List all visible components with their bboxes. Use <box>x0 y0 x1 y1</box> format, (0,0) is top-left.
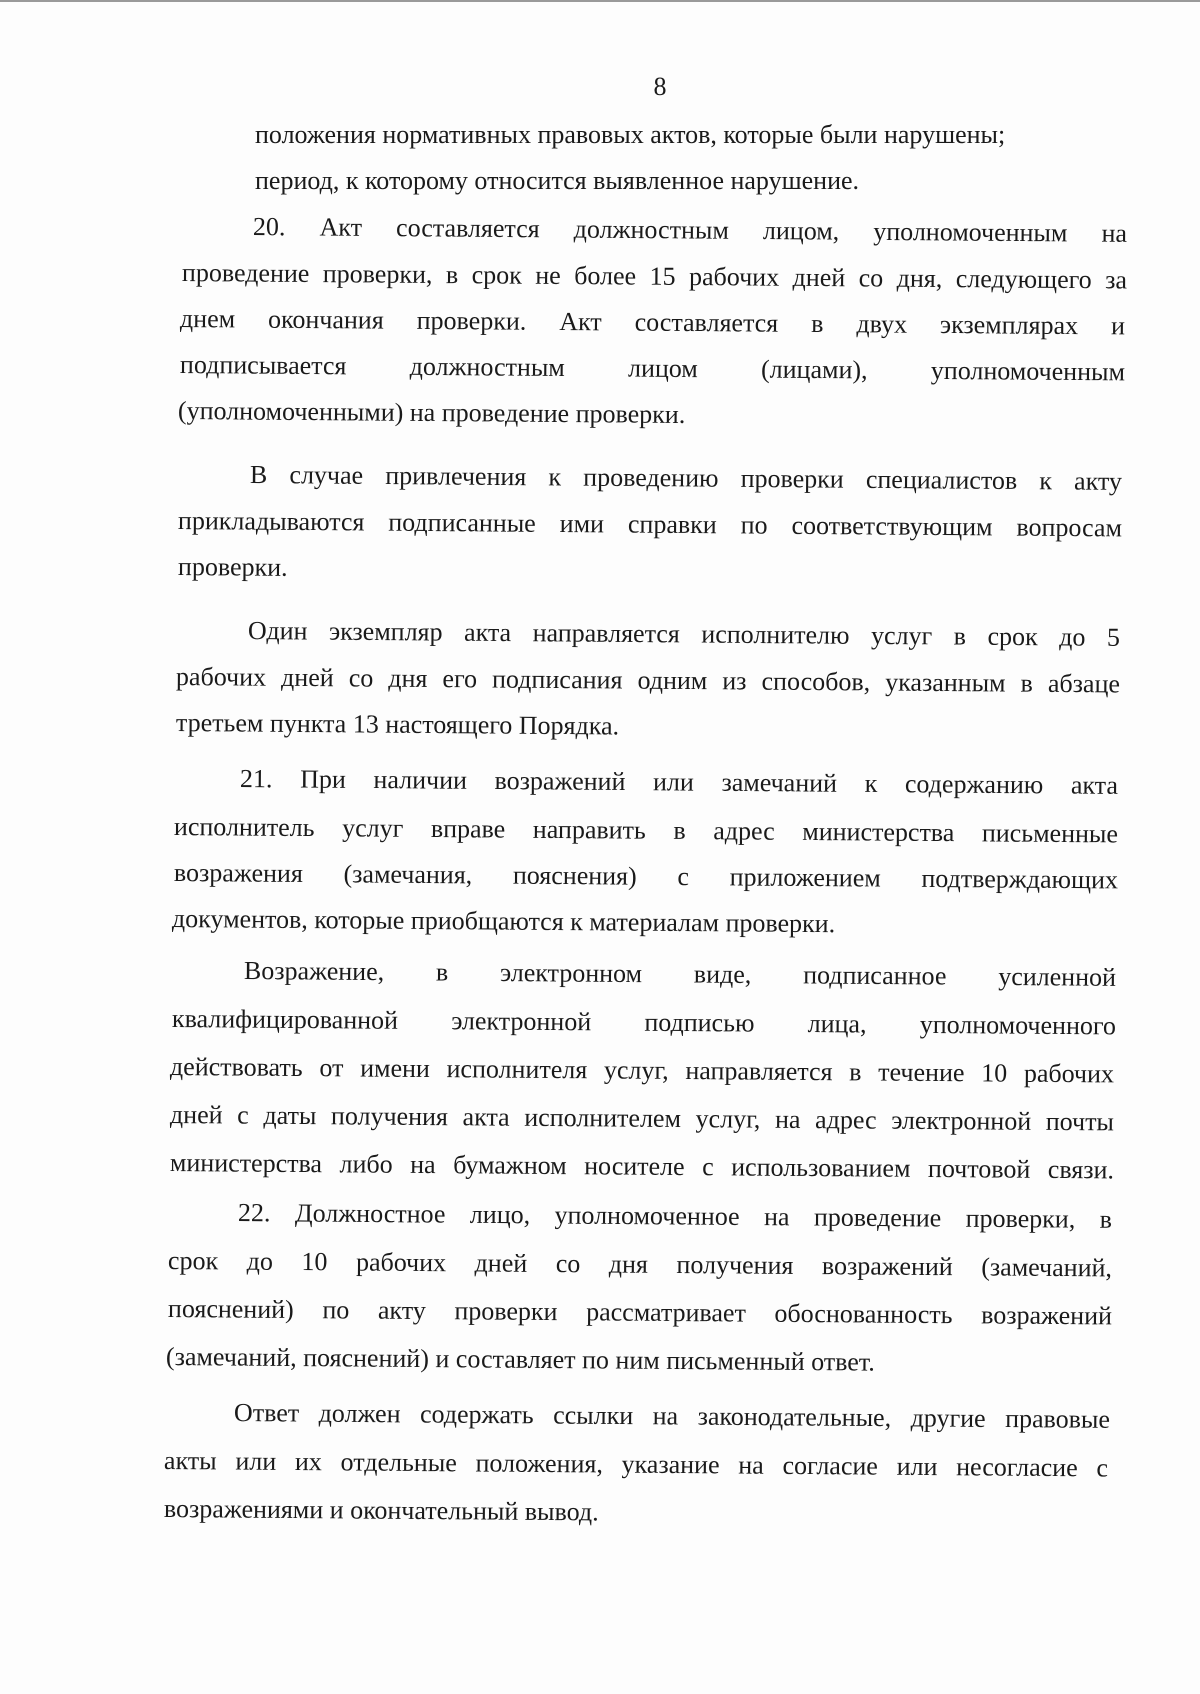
text-line: подписывается должностным лицом (лицами), уполномоченным <box>179 350 1126 387</box>
text-line: министерства либо на бумажном носителе с использованием почтовой связи. <box>169 1148 1115 1185</box>
text-line: срок до 10 рабочих дней со дня получения возражений (замечаний, <box>167 1246 1113 1283</box>
text-line: 20. Акт составляется должностным лицом, уполномоченным на <box>252 212 1128 248</box>
text-line: В случае привлечения к проведению проверки специалистов к акту <box>249 460 1123 496</box>
text-line: квалифицированной электронной подписью лица, уполномоченного <box>171 1004 1117 1041</box>
text-line: третьем пункта 13 настоящего Порядка. <box>175 708 620 741</box>
text-line: проведение проверки, в срок не более 15 рабочих дней со дня, следующего за <box>181 258 1128 295</box>
text-line: положения нормативных правовых актов, которые были нарушены; <box>255 120 1006 149</box>
scan-edge-line <box>0 0 1200 2</box>
text-line: возражениями и окончательный вывод. <box>163 1494 599 1527</box>
text-line: (замечаний, пояснений) и составляет по ним письменный ответ. <box>165 1342 875 1377</box>
text-line: действовать от имени исполнителя услуг, направляется в течение 10 рабочих <box>169 1052 1115 1089</box>
text-line: акты или их отдельные положения, указание на согласие или несогласие с <box>163 1446 1109 1483</box>
text-line: исполнитель услуг вправе направить в адрес министерства письменные <box>173 812 1119 849</box>
text-line: 21. При наличии возражений или замечаний к содержанию акта <box>239 764 1119 800</box>
text-line: пояснений) по акту проверки рассматривает обоснованность возражений <box>167 1294 1113 1331</box>
text-line: Ответ должен содержать ссылки на законодательные, другие правовые <box>233 1398 1111 1434</box>
text-line: рабочих дней со дня его подписания одним из способов, указанным в абзаце <box>175 662 1121 699</box>
text-line: проверки. <box>177 552 288 582</box>
text-line: документов, которые приобщаются к материалам проверки. <box>171 904 836 939</box>
text-line: (уполномоченными) на проведение проверки. <box>177 396 686 429</box>
text-line: дней с даты получения акта исполнителем услуг, на адрес электронной почты <box>169 1100 1115 1137</box>
text-line: возражения (замечания, пояснения) с приложением подтверждающих <box>173 858 1119 895</box>
text-line: период, к которому относится выявленное нарушение. <box>255 166 860 195</box>
text-line: прикладываются подписанные ими справки по соответствующим вопросам <box>177 506 1123 543</box>
text-line: Один экземпляр акта направляется исполнителю услуг в срок до 5 <box>247 616 1121 652</box>
page-number: 8 <box>653 72 667 101</box>
text-line: Возражение, в электронном виде, подписанное усиленной <box>243 956 1117 992</box>
text-line: днем окончания проверки. Акт составляется в двух экземплярах и <box>179 304 1126 341</box>
text-line: 22. Должностное лицо, уполномоченное на проведение проверки, в <box>237 1198 1113 1234</box>
